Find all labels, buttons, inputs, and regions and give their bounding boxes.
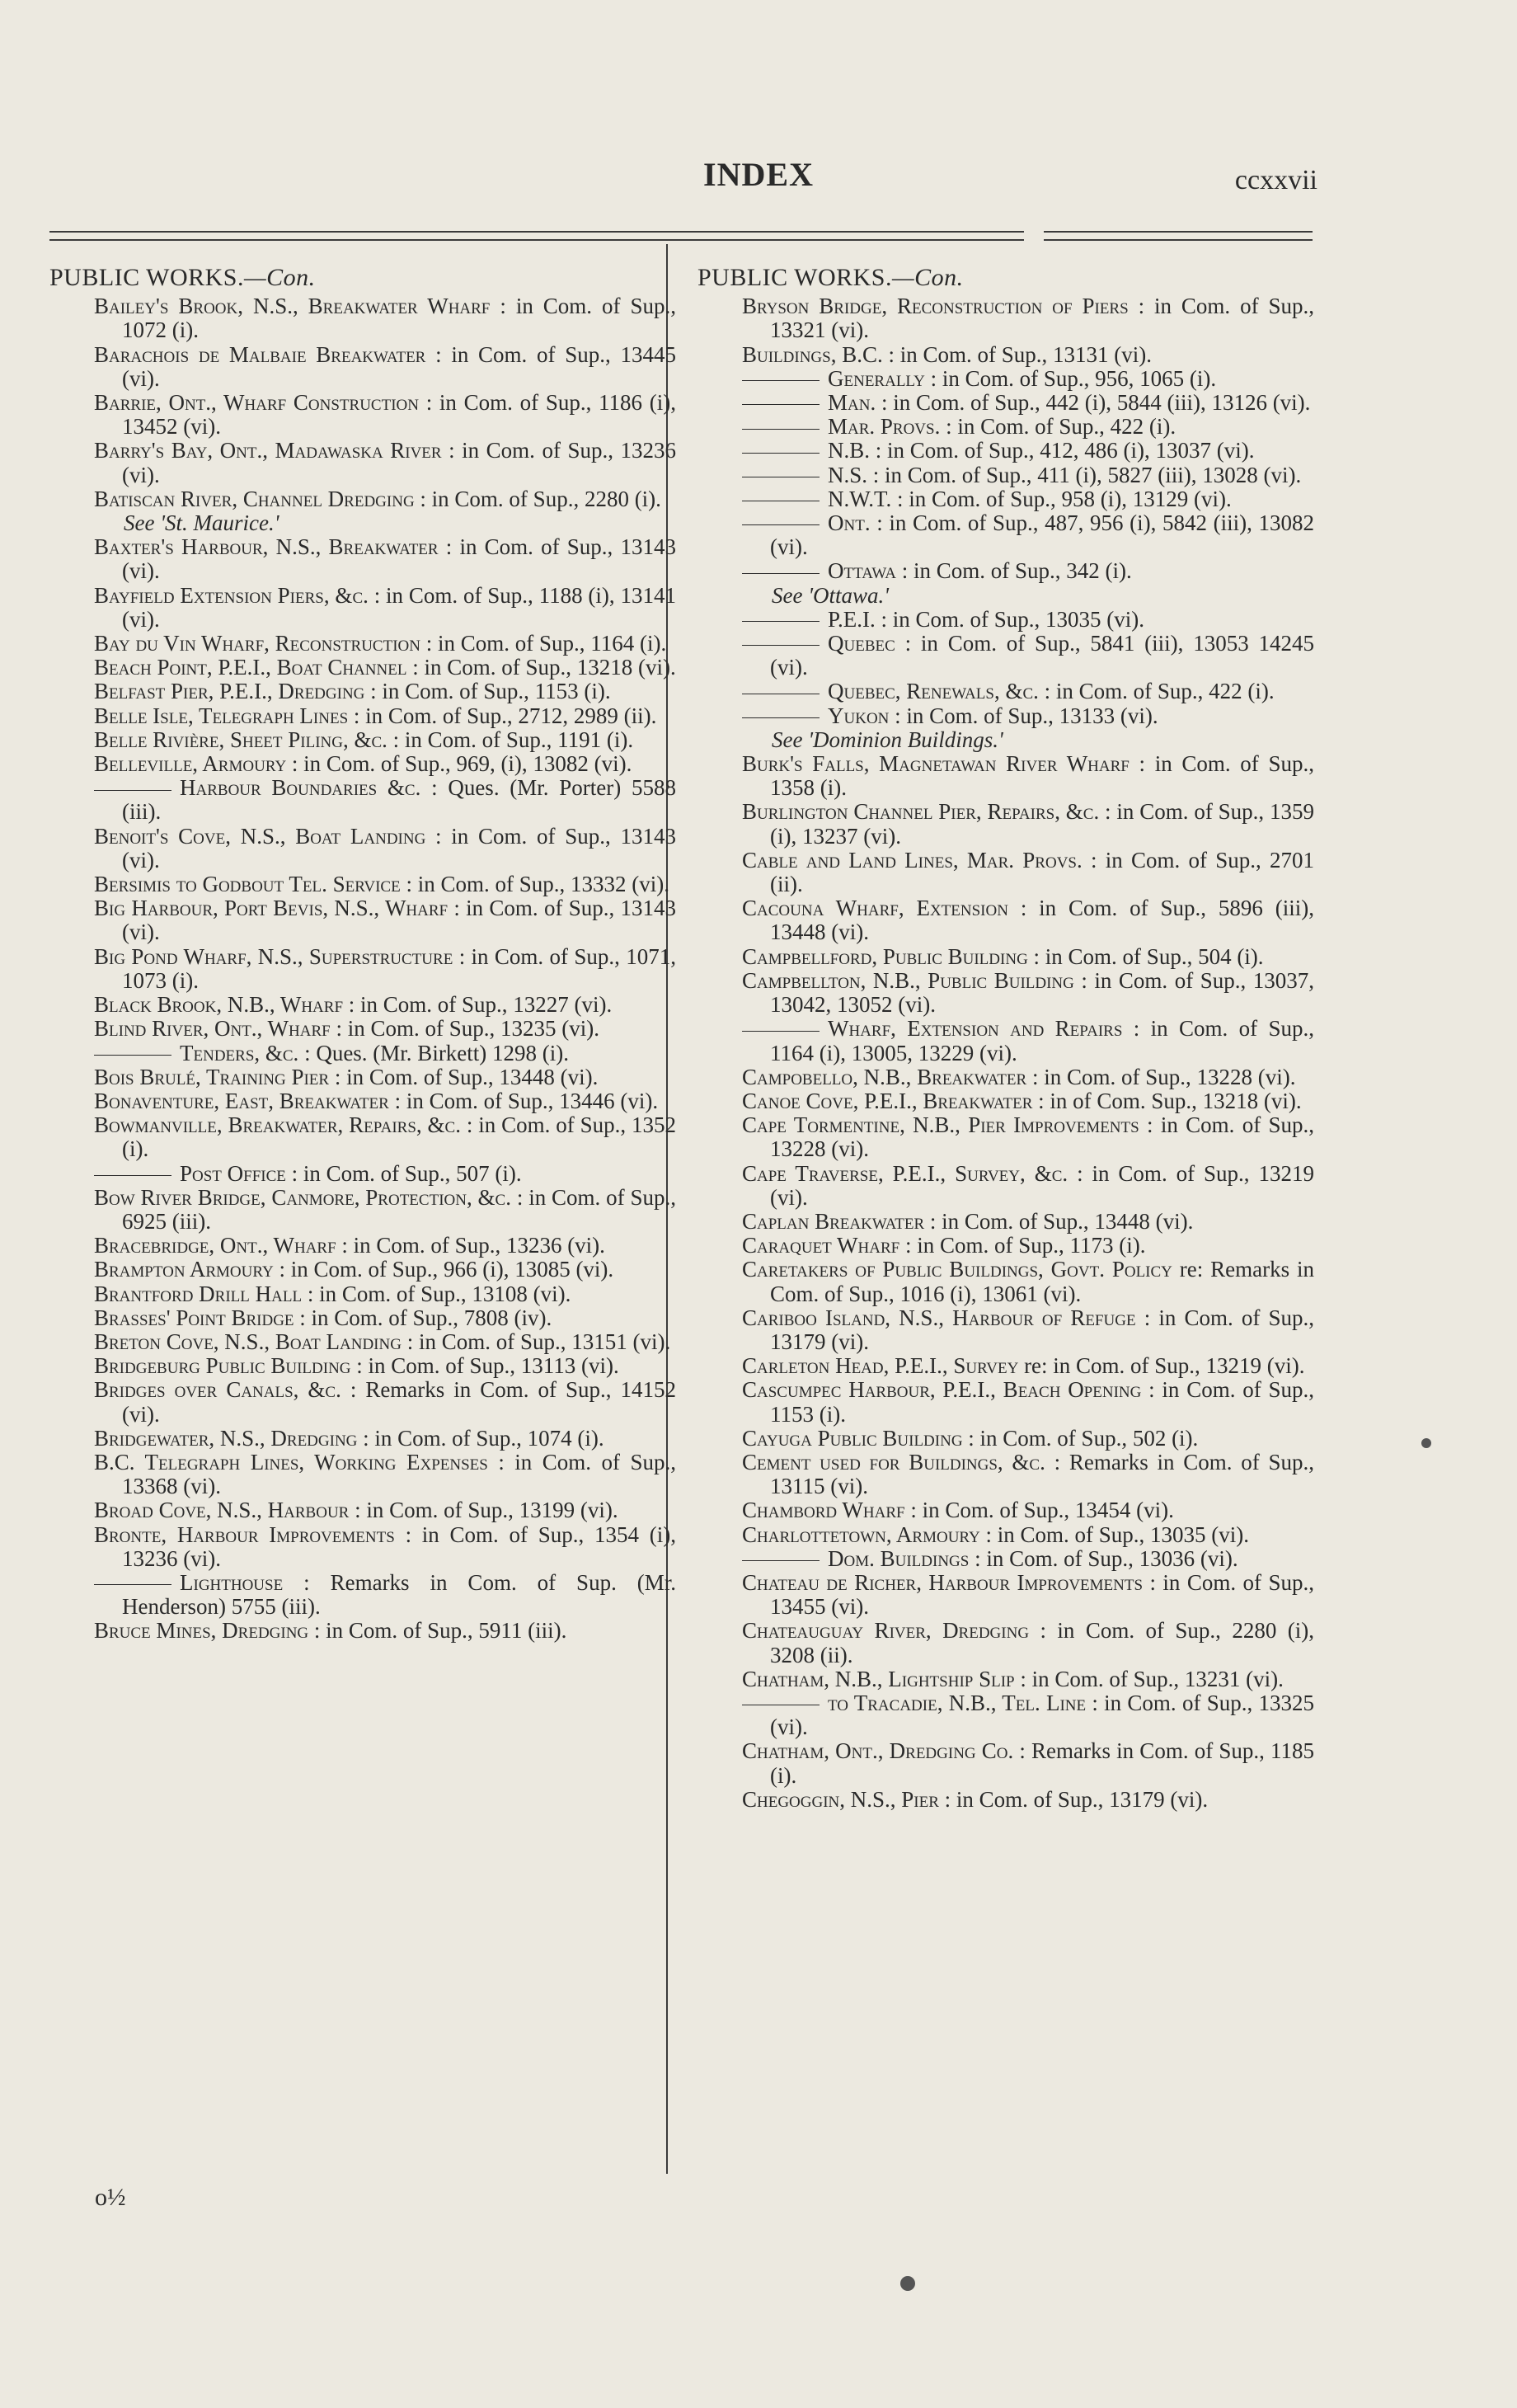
entry-reference: : Ques. (Mr. Porter) 5588 (iii). <box>122 775 676 825</box>
top-rule-left-1 <box>49 231 1024 233</box>
entry-reference: : in Com. of Sup., 13228 (vi). <box>1031 1064 1296 1089</box>
entry-reference: : in Com. of Sup., 13228 (vi). <box>770 1112 1315 1162</box>
left-entries <box>49 294 676 1643</box>
entry-reference: : Remarks in Com. of Sup., 1185 (i). <box>770 1738 1314 1788</box>
entry-reference: : in Com. of Sup., 6925 (iii). <box>122 1184 677 1234</box>
ink-spot <box>900 2276 915 2291</box>
index-entry <box>94 1378 676 1426</box>
index-see-reference <box>772 584 1314 608</box>
entry-reference: : in Com. of Sup., 13227 (vi). <box>348 992 613 1018</box>
entry-title: Brasses' Point Bridge <box>94 1305 294 1330</box>
index-entry <box>742 1498 1314 1522</box>
entry-reference: : in Com. of Sup., 13143 (vi). <box>122 534 676 584</box>
entry-title: Dom. Buildings <box>828 1545 970 1571</box>
entry-reference: : in Com. of Sup., 13035 (vi). <box>881 606 1145 632</box>
entry-reference: : in Com. of Sup., 2701 (ii). <box>770 847 1314 897</box>
entry-reference: : in Com. of Sup., 969, (i), 13082 (vi). <box>291 751 632 777</box>
ditto-dash <box>742 621 820 622</box>
entry-reference: : in Com. of Sup., 422 (i). <box>1044 679 1275 704</box>
entry-title: N.W.T. <box>828 486 892 511</box>
index-subentry <box>742 511 1314 559</box>
entry-title: Cement used for Buildings, &c. <box>742 1449 1045 1474</box>
ditto-dash <box>742 1560 820 1561</box>
index-entry <box>94 752 676 776</box>
index-subentry <box>742 391 1314 415</box>
index-entry <box>94 1306 676 1330</box>
ditto-dash <box>742 1031 820 1032</box>
entry-reference: : in Com. of Sup., 13108 (vi). <box>307 1281 571 1306</box>
index-entry <box>742 1306 1314 1354</box>
right-column-heading <box>697 266 1314 289</box>
index-entry <box>742 945 1314 969</box>
top-rule-right-1 <box>1044 231 1313 233</box>
entry-title: Caretakers of Public Buildings, Govt. Policy <box>742 1257 1172 1282</box>
entry-title: Burlington Channel Pier, Repairs, &c. <box>742 799 1100 825</box>
ditto-dash <box>94 1055 171 1056</box>
entry-title: Bracebridge, Ont., Wharf <box>94 1233 336 1258</box>
entry-reference: : in Com. of Sup., 1354 (i), 13236 (vi). <box>122 1521 676 1571</box>
entry-reference: : in Com. of Sup., 2712, 2989 (ii). <box>353 703 657 728</box>
index-entry <box>94 1282 676 1306</box>
entry-title: Bridgeburg Public Building <box>94 1353 351 1379</box>
entry-title: Bronte, Harbour Improvements <box>94 1521 395 1547</box>
right-heading-con: —Con. <box>891 264 964 291</box>
entry-reference: re: in Com. of Sup., 13219 (vi). <box>1024 1353 1305 1379</box>
entry-title: Beach Point, P.E.I., Boat Channel <box>94 655 407 680</box>
entry-title: Belfast Pier, P.E.I., Dredging <box>94 679 365 704</box>
entry-title: Barachois de Malbaie Breakwater <box>94 341 426 367</box>
entry-title: Chatham, N.B., Lightship Slip <box>742 1666 1015 1691</box>
top-rule-right-2 <box>1044 239 1313 241</box>
entry-reference: : in Com. of Sup., 13179 (vi). <box>770 1305 1315 1354</box>
index-entry <box>94 1065 676 1089</box>
entry-title: Mar. Provs. <box>828 414 941 440</box>
index-subentry <box>742 367 1314 391</box>
entry-reference: : in Com. of Sup., 507 (i). <box>291 1160 522 1186</box>
entry-title: Bridgewater, N.S., Dredging <box>94 1425 358 1451</box>
entry-title: Bayfield Extension Piers, &c. <box>94 582 369 608</box>
ditto-dash <box>94 790 171 791</box>
index-entry <box>742 969 1314 1017</box>
index-entry <box>94 896 676 944</box>
right-heading-text: PUBLIC WORKS. <box>697 264 892 291</box>
index-entry <box>94 704 676 728</box>
entry-title: Benoit's Cove, N.S., Boat Landing <box>94 823 426 849</box>
entry-reference: : in Com. of Sup., 1173 (i). <box>904 1233 1146 1258</box>
entry-reference: : Remarks in Com. of Sup., 14152 (vi). <box>122 1377 677 1427</box>
entry-title: Lighthouse <box>180 1569 284 1595</box>
entry-reference: : in Com. of Sup., 956, 1065 (i). <box>930 365 1217 391</box>
entry-reference: : in Com. of Sup., 7808 (iv). <box>299 1305 552 1330</box>
index-subentry <box>742 559 1314 583</box>
index-subentry <box>742 1691 1314 1739</box>
index-entry <box>742 1739 1314 1787</box>
entry-reference: : in Com. of Sup., 1153 (i). <box>770 1377 1315 1427</box>
index-entry <box>742 1234 1314 1258</box>
entry-title: Breton Cove, N.S., Boat Landing <box>94 1329 402 1354</box>
entry-title: Bruce Mines, Dredging <box>94 1618 309 1644</box>
entry-reference: re: Remarks in Com. of Sup., 1016 (i), 13061 (vi). <box>770 1257 1314 1306</box>
entry-reference: : in Com. of Sup., 504 (i). <box>1033 943 1264 969</box>
index-entry <box>742 1523 1314 1547</box>
entry-reference: : in Com. of Sup., 13179 (vi). <box>944 1786 1209 1812</box>
index-entry <box>742 294 1314 342</box>
entry-reference: : in Com. of Sup., 966 (i), 13085 (vi). <box>279 1257 614 1282</box>
signature-mark: o½ <box>95 2184 126 2211</box>
entry-title: Ont. <box>828 510 871 536</box>
entry-reference: : in Com. of Sup., 1186 (i), 13452 (vi). <box>122 390 676 440</box>
entry-reference: : in Com. of Sup., 5911 (iii). <box>313 1618 567 1644</box>
entry-title: Bowmanville, Breakwater, Repairs, &c. <box>94 1112 461 1138</box>
entry-reference: : in Com. of Sup., 422 (i). <box>946 414 1176 440</box>
entry-title: Baxter's Harbour, N.S., Breakwater <box>94 534 439 560</box>
entry-reference: : in Com. of Sup., 958 (i), 13129 (vi). <box>897 486 1232 511</box>
entry-title: Cayuga Public Building <box>742 1425 963 1451</box>
ditto-dash <box>742 380 820 381</box>
entry-title: Canoe Cove, P.E.I., Breakwater <box>742 1088 1033 1113</box>
page-title: INDEX <box>703 156 814 193</box>
entry-reference: : in Com. of Sup., 5841 (iii), 13053 14245 (vi). <box>770 631 1315 680</box>
index-entry <box>742 1258 1314 1305</box>
index-entry <box>94 945 676 993</box>
entry-title: Blind River, Ont., Wharf <box>94 1016 331 1042</box>
entry-reference: : in Com. of Sup., 442 (i), 5844 (iii), 13126 (vi). <box>881 390 1311 416</box>
index-entry <box>94 584 676 632</box>
page-number: ccxxvii <box>1234 165 1317 195</box>
entry-reference: : in Com. of Sup., 13199 (vi). <box>355 1498 618 1523</box>
index-subentry <box>94 1162 676 1186</box>
index-see-reference <box>772 728 1314 752</box>
entry-reference: : in Com. of Sup., 13218 (vi). <box>412 655 676 680</box>
index-entry <box>94 535 676 583</box>
right-entries <box>697 294 1314 1812</box>
entry-title: Big Pond Wharf, N.S., Superstructure <box>94 943 453 969</box>
entry-reference: : in Com. of Sup., 13332 (vi). <box>406 872 669 897</box>
entry-title: Yukon <box>828 703 890 728</box>
entry-title: Cable and Land Lines, Mar. Provs. <box>742 847 1083 872</box>
entry-reference: : in of Com. Sup., 13218 (vi). <box>1038 1088 1302 1113</box>
index-entry <box>742 849 1314 896</box>
entry-title: Caplan Breakwater <box>742 1208 925 1234</box>
entry-title: Post Office <box>180 1160 286 1186</box>
entry-title: Bridges over Canals, &c. <box>94 1377 341 1403</box>
index-subentry <box>742 704 1314 728</box>
entry-reference: : in Com. of Sup., 13151 (vi). <box>406 1329 671 1354</box>
index-entry <box>94 680 676 703</box>
index-entry <box>742 1451 1314 1498</box>
index-entry <box>94 487 676 511</box>
ditto-dash <box>742 573 820 574</box>
entry-title: Cape Tormentine, N.B., Pier Improvements <box>742 1112 1139 1138</box>
entry-title: Barry's Bay, Ont., Madawaska River <box>94 438 442 463</box>
entry-reference: : in Com. of Sup., 2280 (i), 3208 (ii). <box>770 1618 1314 1667</box>
index-entry <box>94 391 676 439</box>
entry-reference: : in Com. of Sup., 13219 (vi). <box>770 1160 1314 1210</box>
entry-reference: : in Com. of Sup., 13236 (vi). <box>122 438 676 487</box>
index-entry <box>742 343 1314 367</box>
index-entry <box>742 1354 1314 1378</box>
entry-title: Bay du Vin Wharf, Reconstruction <box>94 631 420 656</box>
entry-reference: : in Com. of Sup., 13448 (vi). <box>334 1064 599 1089</box>
index-entry <box>742 1089 1314 1113</box>
entry-title: Big Harbour, Port Bevis, N.S., Wharf <box>94 896 449 921</box>
index-entry <box>94 1523 676 1571</box>
entry-title: Burk's Falls, Magnetawan River Wharf <box>742 751 1130 777</box>
index-subentry <box>742 680 1314 703</box>
entry-reference: : in Com. of Sup., 2280 (i). <box>420 486 661 511</box>
left-heading-con: —Con. <box>243 264 316 291</box>
index-entry <box>94 728 676 752</box>
index-subentry <box>742 487 1314 511</box>
entry-reference: : in Com. of Sup., 487, 956 (i), 5842 (iii), 13082 (vi). <box>770 510 1315 560</box>
entry-title: Black Brook, N.B., Wharf <box>94 992 344 1018</box>
index-entry <box>94 1017 676 1041</box>
entry-reference: : in Com. of Sup., 5896 (iii), 13448 (vi). <box>770 896 1315 945</box>
entry-title: Tenders, &c. <box>180 1040 299 1065</box>
index-entry <box>94 294 676 342</box>
index-entry <box>742 896 1314 944</box>
entry-title: Cascumpec Harbour, P.E.I., Beach Opening <box>742 1377 1142 1403</box>
ditto-dash <box>94 1175 171 1176</box>
entry-reference: : in Com. of Sup., 13035 (vi). <box>985 1521 1250 1547</box>
entry-title: Brantford Drill Hall <box>94 1281 303 1306</box>
ditto-dash <box>94 1584 171 1585</box>
index-entry <box>94 1258 676 1282</box>
index-entry <box>742 1210 1314 1234</box>
entry-reference: : in Com. of Sup., 13325 (vi). <box>770 1690 1314 1740</box>
index-subentry <box>742 1017 1314 1065</box>
index-subentry <box>94 1571 676 1619</box>
entry-reference: : in Com. of Sup., 13446 (vi). <box>394 1088 659 1113</box>
entry-title: N.B. <box>828 438 871 463</box>
entry-title: to Tracadie, N.B., Tel. Line <box>828 1690 1087 1715</box>
entry-reference: : in Com. of Sup., 411 (i), 5827 (iii), 13028 (vi). <box>872 462 1302 487</box>
entry-reference: : in Com. of Sup., 1164 (i). <box>425 631 667 656</box>
index-entry <box>742 800 1314 848</box>
entry-reference: : in Com. of Sup., 13368 (vi). <box>122 1449 677 1499</box>
entry-reference: : in Com. of Sup., 13131 (vi). <box>888 341 1153 367</box>
entry-title: Campbellton, N.B., Public Building <box>742 967 1074 993</box>
index-subentry <box>742 415 1314 439</box>
entry-title: Wharf, Extension and Repairs <box>828 1016 1123 1042</box>
index-subentry <box>742 439 1314 463</box>
entry-title: Brampton Armoury <box>94 1257 274 1282</box>
entry-reference: : in Com. of Sup., 13143 (vi). <box>122 896 676 945</box>
ditto-dash <box>742 404 820 405</box>
entry-reference: : in Com. of Sup., 13235 (vi). <box>336 1016 599 1042</box>
entry-reference: : in Com. of Sup., 13448 (vi). <box>929 1208 1194 1234</box>
entry-reference: : in Com. of Sup., 13143 (vi). <box>122 823 676 872</box>
entry-reference: : in Com. of Sup., 1359 (i), 13237 (vi). <box>770 799 1314 849</box>
entry-reference: : in Com. of Sup., 1191 (i). <box>392 727 634 752</box>
entry-title: Chambord Wharf <box>742 1498 905 1523</box>
entry-reference: : in Com. of Sup., 1352 (i). <box>122 1112 676 1162</box>
index-entry <box>742 1788 1314 1812</box>
right-column <box>697 266 1314 1812</box>
index-subentry <box>94 1042 676 1065</box>
entry-title: Cacouna Wharf, Extension <box>742 896 1008 921</box>
index-entry <box>94 632 676 656</box>
entry-title: Generally <box>828 365 925 391</box>
entry-reference: : in Com. of Sup., 13231 (vi). <box>1020 1666 1284 1691</box>
index-entry <box>94 1498 676 1522</box>
entry-title: Ottawa <box>828 558 896 584</box>
index-entry <box>742 1427 1314 1451</box>
entry-title: Carleton Head, P.E.I., Survey <box>742 1353 1019 1379</box>
entry-reference: : in Com. of Sup., 13113 (vi). <box>356 1353 619 1379</box>
see-text: See 'Ottawa.' <box>772 582 890 608</box>
entry-title: Caraquet Wharf <box>742 1233 900 1258</box>
entry-title: Bois Brulé, Training Pier <box>94 1064 330 1089</box>
entry-reference: : in Com. of Sup., 13133 (vi). <box>895 703 1158 728</box>
entry-title: Quebec, Renewals, &c. <box>828 679 1039 704</box>
index-entry <box>742 1571 1314 1619</box>
index-entry <box>94 1113 676 1161</box>
left-column-heading <box>49 266 676 289</box>
index-subentry <box>742 608 1314 632</box>
entry-reference: : in Com. of Sup., 1164 (i), 13005, 13229 (vi). <box>770 1016 1314 1065</box>
left-heading-text: PUBLIC WORKS. <box>49 264 244 291</box>
entry-title: Chateauguay River, Dredging <box>742 1618 1030 1644</box>
entry-reference: : in Com. of Sup., 13455 (vi). <box>770 1569 1314 1620</box>
entry-title: Quebec <box>828 631 895 656</box>
index-entry <box>94 1427 676 1451</box>
index-entry <box>94 656 676 680</box>
entry-title: Chegoggin, N.S., Pier <box>742 1786 939 1812</box>
index-entry <box>94 1330 676 1354</box>
entry-title: Bow River Bridge, Canmore, Protection, &c. <box>94 1184 511 1210</box>
entry-reference: : in Com. of Sup., 13321 (vi). <box>770 294 1315 343</box>
entry-title: N.S. <box>828 462 868 487</box>
ditto-dash <box>742 453 820 454</box>
index-entry <box>94 439 676 487</box>
entry-reference: : Ques. (Mr. Birkett) 1298 (i). <box>304 1040 570 1065</box>
entry-reference: : in Com. of Sup., 342 (i). <box>901 558 1132 584</box>
index-entry <box>94 825 676 872</box>
entry-title: Belle Rivière, Sheet Piling, &c. <box>94 727 387 752</box>
left-column <box>49 266 676 1644</box>
entry-reference: : in Com. of Sup., 1074 (i). <box>363 1425 604 1451</box>
entry-reference: : in Com. of Sup., 1358 (i). <box>770 751 1314 801</box>
entry-title: Campobello, N.B., Breakwater <box>742 1064 1027 1089</box>
index-entry <box>94 343 676 391</box>
see-text: See 'St. Maurice.' <box>124 510 279 536</box>
index-entry <box>94 872 676 896</box>
index-entry <box>94 1234 676 1258</box>
entry-title: Campbellford, Public Building <box>742 943 1028 969</box>
index-entry <box>742 1667 1314 1691</box>
entry-reference: : Remarks in Com. of Sup. (Mr. Henderson) 5755 (iii). <box>122 1569 677 1620</box>
entry-title: Buildings, B.C. <box>742 341 883 367</box>
ditto-dash <box>742 717 820 718</box>
index-subentry <box>742 632 1314 680</box>
top-rule-left-2 <box>49 239 1024 241</box>
index-see-reference <box>124 511 676 535</box>
entry-title: Barrie, Ont., Wharf Construction <box>94 390 419 416</box>
entry-reference: : in Com. of Sup., 13037, 13042, 13052 (vi). <box>770 967 1314 1018</box>
entry-reference: : in Com. of Sup., 502 (i). <box>968 1425 1199 1451</box>
entry-title: Bailey's Brook, N.S., Breakwater Wharf <box>94 294 491 319</box>
index-entry <box>742 1619 1314 1667</box>
ditto-dash <box>742 524 820 525</box>
entry-reference: : in Com. of Sup., 13445 (vi). <box>122 341 676 391</box>
see-text: See 'Dominion Buildings.' <box>772 727 1003 752</box>
index-entry <box>742 1113 1314 1161</box>
entry-title: Belle Isle, Telegraph Lines <box>94 703 349 728</box>
entry-reference: : in Com. of Sup., 412, 486 (i), 13037 (vi). <box>875 438 1255 463</box>
index-entry <box>94 1354 676 1378</box>
entry-title: P.E.I. <box>828 606 876 632</box>
entry-title: Chatham, Ont., Dredging Co. <box>742 1738 1014 1764</box>
entry-title: Bonaventure, East, Breakwater <box>94 1088 389 1113</box>
entry-reference: : in Com. of Sup., 1188 (i), 13141 (vi). <box>122 582 676 632</box>
index-entry <box>742 1162 1314 1210</box>
entry-reference: : in Com. of Sup., 13036 (vi). <box>975 1545 1238 1571</box>
entry-reference: : in Com. of Sup., 1153 (i). <box>370 679 611 704</box>
index-entry <box>742 1378 1314 1426</box>
index-subentry <box>94 776 676 824</box>
entry-title: Cape Traverse, P.E.I., Survey, &c. <box>742 1160 1068 1186</box>
entry-title: B.C. Telegraph Lines, Working Expenses <box>94 1449 488 1474</box>
index-entry <box>742 1065 1314 1089</box>
entry-reference: : in Com. of Sup., 1072 (i). <box>122 294 676 343</box>
index-entry <box>94 1186 676 1234</box>
index-entry <box>94 1451 676 1498</box>
entry-reference: : Remarks in Com. of Sup., 13115 (vi). <box>770 1449 1315 1499</box>
entry-title: Belleville, Armoury <box>94 751 287 777</box>
entry-title: Chateau de Richer, Harbour Improvements <box>742 1569 1144 1595</box>
ditto-dash <box>742 645 820 646</box>
entry-title: Harbour Boundaries &c. <box>180 775 421 801</box>
index-entry <box>94 1089 676 1113</box>
ink-spot <box>1421 1438 1431 1448</box>
entry-title: Man. <box>828 390 876 416</box>
entry-title: Broad Cove, N.S., Harbour <box>94 1498 350 1523</box>
entry-reference: : in Com. of Sup., 13454 (vi). <box>910 1498 1174 1523</box>
index-subentry <box>742 1547 1314 1571</box>
index-subentry <box>742 463 1314 487</box>
entry-title: Bersimis to Godbout Tel. Service <box>94 872 401 897</box>
entry-reference: : in Com. of Sup., 1071, 1073 (i). <box>122 943 677 993</box>
entry-reference: : in Com. of Sup., 13236 (vi). <box>341 1233 605 1258</box>
index-entry <box>742 752 1314 800</box>
entry-title: Bryson Bridge, Reconstruction of Piers <box>742 294 1129 319</box>
entry-title: Batiscan River, Channel Dredging <box>94 486 415 511</box>
index-entry <box>94 993 676 1017</box>
ditto-dash <box>742 429 820 430</box>
index-entry <box>94 1619 676 1643</box>
entry-title: Charlottetown, Armoury <box>742 1521 980 1547</box>
entry-title: Cariboo Island, N.S., Harbour of Refuge <box>742 1305 1136 1330</box>
